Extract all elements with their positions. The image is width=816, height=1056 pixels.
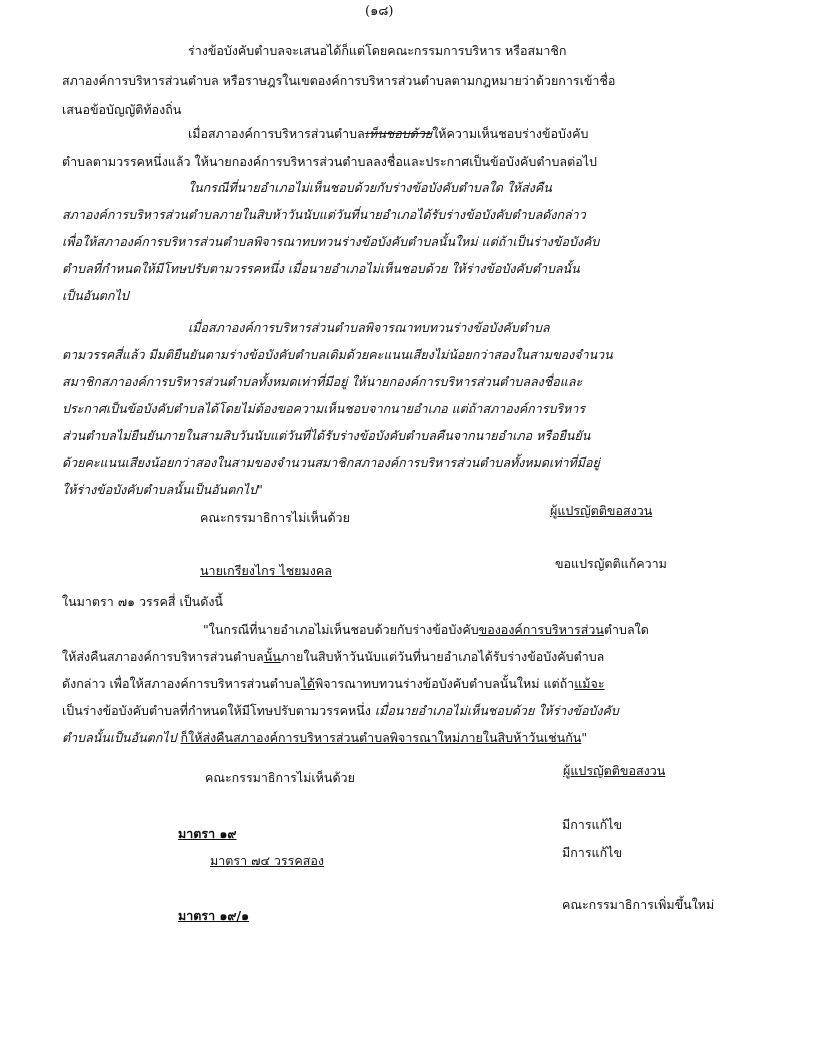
section-heading: มาตรา ๑๙: [178, 826, 237, 841]
intro-line: ในมาตรา ๗๑ วรรคสี่ เป็นดังนี้: [62, 594, 223, 609]
text-segment: พิจารณาทบทวนร่างข้อบังคับตำบลนั้นใหม่ แต่ถ้า: [314, 676, 575, 691]
reservation-label: ผู้แปรญัตติขอสงวน: [550, 503, 653, 518]
underlined-text: ขององค์การบริหารส่วน: [478, 622, 604, 637]
deleted-text: ตำบลนั้นเป็นอันตกไป: [62, 730, 177, 745]
underlined-text: ได้: [300, 676, 315, 691]
underlined-text: นั้น: [263, 649, 281, 664]
text-segment: เมื่อสภาองค์การบริหารส่วนตำบล: [188, 126, 365, 141]
deleted-text-line: ด้วยคะแนนเสียงน้อยกว่าสองในสามของจำนวนสมาชิกสภาองค์การบริหารส่วนตำบลทั้งหมดเท่าที่มีอยู่: [62, 455, 600, 470]
text-line: [203, 624, 649, 637]
text-line: [62, 678, 605, 691]
text-line: สภาองค์การบริหารส่วนตำบล หรือราษฎรในเขตองค์การบริหารส่วนตำบลตามกฎหมายว่าด้วยการเข้าชื่อ: [62, 73, 616, 88]
text-line: [62, 732, 587, 745]
text-segment: ตำบลใด: [603, 622, 649, 637]
member-name: นายเกรียงไกร ไชยมงคล: [200, 563, 332, 578]
text-line: ตำบลตามวรรคหนึ่งแล้ว ให้นายกองค์การบริหารส่วนตำบลลงชื่อและประกาศเป็นข้อบังคับตำบลต่อไป: [62, 154, 597, 169]
deleted-text: เมื่อนายอำเภอไม่เห็นชอบด้วย ให้ร่างข้อบังคับ: [374, 703, 619, 718]
underlined-text: แม้จะ: [574, 676, 605, 691]
struck-text: เห็นชอบด้วย: [364, 126, 433, 141]
deleted-text-line: ในกรณีที่นายอำเภอไม่เห็นชอบด้วยกับร่างข้อบังคับตำบลใด ให้ส่งคืน: [188, 180, 552, 195]
page-number: (๑๘): [365, 4, 394, 19]
deleted-text-line: ตามวรรคสี่แล้ว มีมติยืนยันตามร่างข้อบังคับตำบลเดิมด้วยคะแนนเสียงไม่น้อยกว่าสองในสามของจำนวน: [62, 347, 613, 362]
amended-status: มีการแก้ไข: [562, 845, 622, 860]
text-line: เสนอข้อบัญญัติท้องถิ่น: [62, 102, 182, 117]
text-line: [62, 705, 619, 718]
deleted-text-line: สมาชิกสภาองค์การบริหารส่วนตำบลทั้งหมดเท่าที่มีอยู่ ให้นายกองค์การบริหารส่วนตำบลลงชื่อและ: [62, 374, 583, 389]
text-segment: ให้ส่งคืนสภาองค์การบริหารส่วนตำบล: [62, 649, 264, 664]
text-line: [188, 128, 588, 141]
deleted-text-line: ให้ร่างข้อบังคับตำบลนั้นเป็นอันตกไป": [62, 482, 263, 497]
text-segment: ให้ความเห็นชอบร่างข้อบังคับ: [432, 126, 589, 141]
amended-status: มีการแก้ไข: [562, 817, 622, 832]
deleted-text-line: เมื่อสภาองค์การบริหารส่วนตำบลพิจารณาทบทวนร่างข้อบังคับตำบล: [188, 320, 550, 335]
underlined-text: ก็ให้ส่งคืนสภาองค์การบริหารส่วนตำบลพิจารณาใหม่ภายในสิบห้าวันเช่นกัน: [180, 730, 582, 745]
text-segment: "ในกรณีที่นายอำเภอไม่เห็นชอบด้วยกับร่างข้อบังคับ: [203, 622, 479, 637]
committee-disagree-label: คณะกรรมาธิการไม่เห็นด้วย: [205, 770, 355, 785]
reservation-label: ผู้แปรญัตติขอสงวน: [563, 763, 666, 778]
text-segment: ": [581, 730, 588, 745]
amend-request-label: ขอแปรญัตติแก้ความ: [555, 556, 667, 571]
section-heading: มาตรา ๑๙/๑: [178, 908, 250, 923]
committee-disagree-label: คณะกรรมาธิการไม่เห็นด้วย: [200, 510, 350, 525]
deleted-text-line: ส่วนตำบลไม่ยืนยันภายในสามสิบวันนับแต่วันที่ได้รับร่างข้อบังคับตำบลคืนจากนายอำเภอ หรือยืนยัน: [62, 428, 591, 443]
text-line: [62, 651, 604, 664]
committee-added-label: คณะกรรมาธิการเพิ่มขึ้นใหม่: [562, 897, 715, 912]
deleted-text-line: ตำบลที่กำหนดให้มีโทษปรับตามวรรคหนึ่ง เมื่อนายอำเภอไม่เห็นชอบด้วย ให้ร่างข้อบังคับตำบลนั้น: [62, 261, 580, 276]
text-segment: ดังกล่าว เพื่อให้สภาองค์การบริหารส่วนตำบล: [62, 676, 301, 691]
deleted-text-line: เป็นอันตกไป: [62, 288, 129, 303]
section-heading: มาตรา ๗๔ วรรคสอง: [210, 853, 324, 868]
deleted-text-line: เพื่อให้สภาองค์การบริหารส่วนตำบลพิจารณาทบทวนร่างข้อบังคับตำบลนั้นใหม่ แต่ถ้าเป็นร่างข้อบังคับ: [62, 234, 600, 249]
text-line: ร่างข้อบังคับตำบลจะเสนอได้ก็แต่โดยคณะกรรมการบริหาร หรือสมาชิก: [188, 43, 567, 58]
text-segment: เป็นร่างข้อบังคับตำบลที่กำหนดให้มีโทษปรับตามวรรคหนึ่ง: [62, 703, 375, 718]
text-segment: ภายในสิบห้าวันนับแต่วันที่นายอำเภอได้รับร่างข้อบังคับตำบล: [280, 649, 605, 664]
deleted-text-line: สภาองค์การบริหารส่วนตำบลภายในสิบห้าวันนับแต่วันที่นายอำเภอได้รับร่างข้อบังคับตำบลดังกล่าว: [62, 207, 586, 222]
deleted-text-line: ประกาศเป็นข้อบังคับตำบลได้โดยไม่ต้องขอความเห็นชอบจากนายอำเภอ แต่ถ้าสภาองค์การบริหาร: [62, 401, 586, 416]
